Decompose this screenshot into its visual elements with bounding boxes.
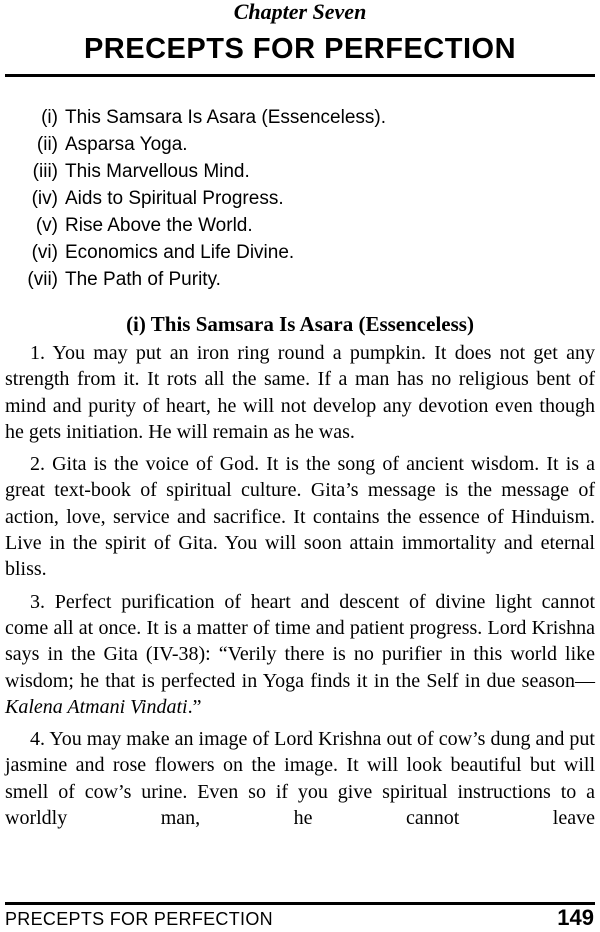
paragraph-italic-phrase: Kalena Atmani Vindati <box>5 695 188 718</box>
running-title: PRECEPTS FOR PERFECTION <box>5 909 273 929</box>
paragraph-number: 2. <box>30 453 45 476</box>
toc-item <box>0 185 600 212</box>
toc-item-text: This Marvellous Mind. <box>65 161 250 182</box>
toc-item <box>0 212 600 239</box>
toc-item-text: Aids to Spiritual Progress. <box>65 188 284 209</box>
toc-item <box>0 158 600 185</box>
page-number: 149 <box>557 905 594 930</box>
paragraph-text: You may make an image of Lord Krishna out of cow’s dung and put jasmine and rose flowers on the image. It will look beautiful but will smell of cow’s urine. Even so if you give spiritual instructions to a worldly man, he cannot leave <box>5 728 595 830</box>
toc-item-number: (iii) <box>32 161 58 182</box>
paragraph <box>5 451 595 582</box>
paragraph <box>5 340 595 445</box>
paragraph <box>5 726 595 831</box>
section-body <box>5 340 595 837</box>
toc-item-text: This Samsara Is Asara (Essenceless). <box>65 107 386 128</box>
toc-item-text: The Path of Purity. <box>65 269 221 290</box>
toc-item-number: (v) <box>35 215 58 236</box>
toc-item-number: (i) <box>41 107 58 128</box>
chapter-contents-list <box>0 104 600 293</box>
toc-item-text: Economics and Life Divine. <box>65 242 295 263</box>
toc-item-number: (vii) <box>27 269 58 290</box>
toc-item <box>0 266 600 293</box>
toc-item <box>0 104 600 131</box>
chapter-title: PRECEPTS FOR PERFECTION <box>83 33 517 65</box>
toc-item <box>0 239 600 266</box>
toc-item-number: (ii) <box>36 134 58 155</box>
toc-item-number: (iv) <box>31 188 58 209</box>
toc-item <box>0 131 600 158</box>
paragraph-text: Gita is the voice of God. It is the song of ancient wisdom. It is a great text-book of spiritual culture. Gita’s message is the message of action, love, service and sacrifice. It contains the essence of Hinduism. Live in the spirit of Gita. You will soon attain immortality and eternal bliss. <box>5 453 595 581</box>
paragraph-text: You may put an iron ring round a pumpkin. It does not get any strength from it. It rots all the same. If a man has no religious bent of mind and purity of heart, he will not develop any devotion even though he gets initiation. He will remain as he was. <box>5 342 595 443</box>
paragraph-number: 1. <box>30 342 45 364</box>
paragraph-text-end: .” <box>187 695 202 718</box>
paragraph-text: Perfect purification of heart and descent of divine light cannot come all at once. It is a matter of time and patient progress. Lord Krishna says in the Gita (IV-38): “Verily there is no purifier in this world like wisdom; he that is perfected in Yoga finds it in the Self in due season— <box>5 590 595 692</box>
paragraph-number: 3. <box>30 590 45 613</box>
section-heading: (i) This Samsara Is Asara (Essenceless) <box>126 312 474 336</box>
paragraph-number: 4. <box>30 728 45 751</box>
toc-item-number: (vi) <box>31 242 58 263</box>
footer-rule <box>5 902 595 905</box>
chapter-label: Chapter Seven <box>233 0 367 24</box>
toc-item-text: Rise Above the World. <box>65 215 253 236</box>
toc-item-text: Asparsa Yoga. <box>65 134 188 155</box>
header-rule <box>5 74 595 77</box>
paragraph <box>5 589 595 720</box>
